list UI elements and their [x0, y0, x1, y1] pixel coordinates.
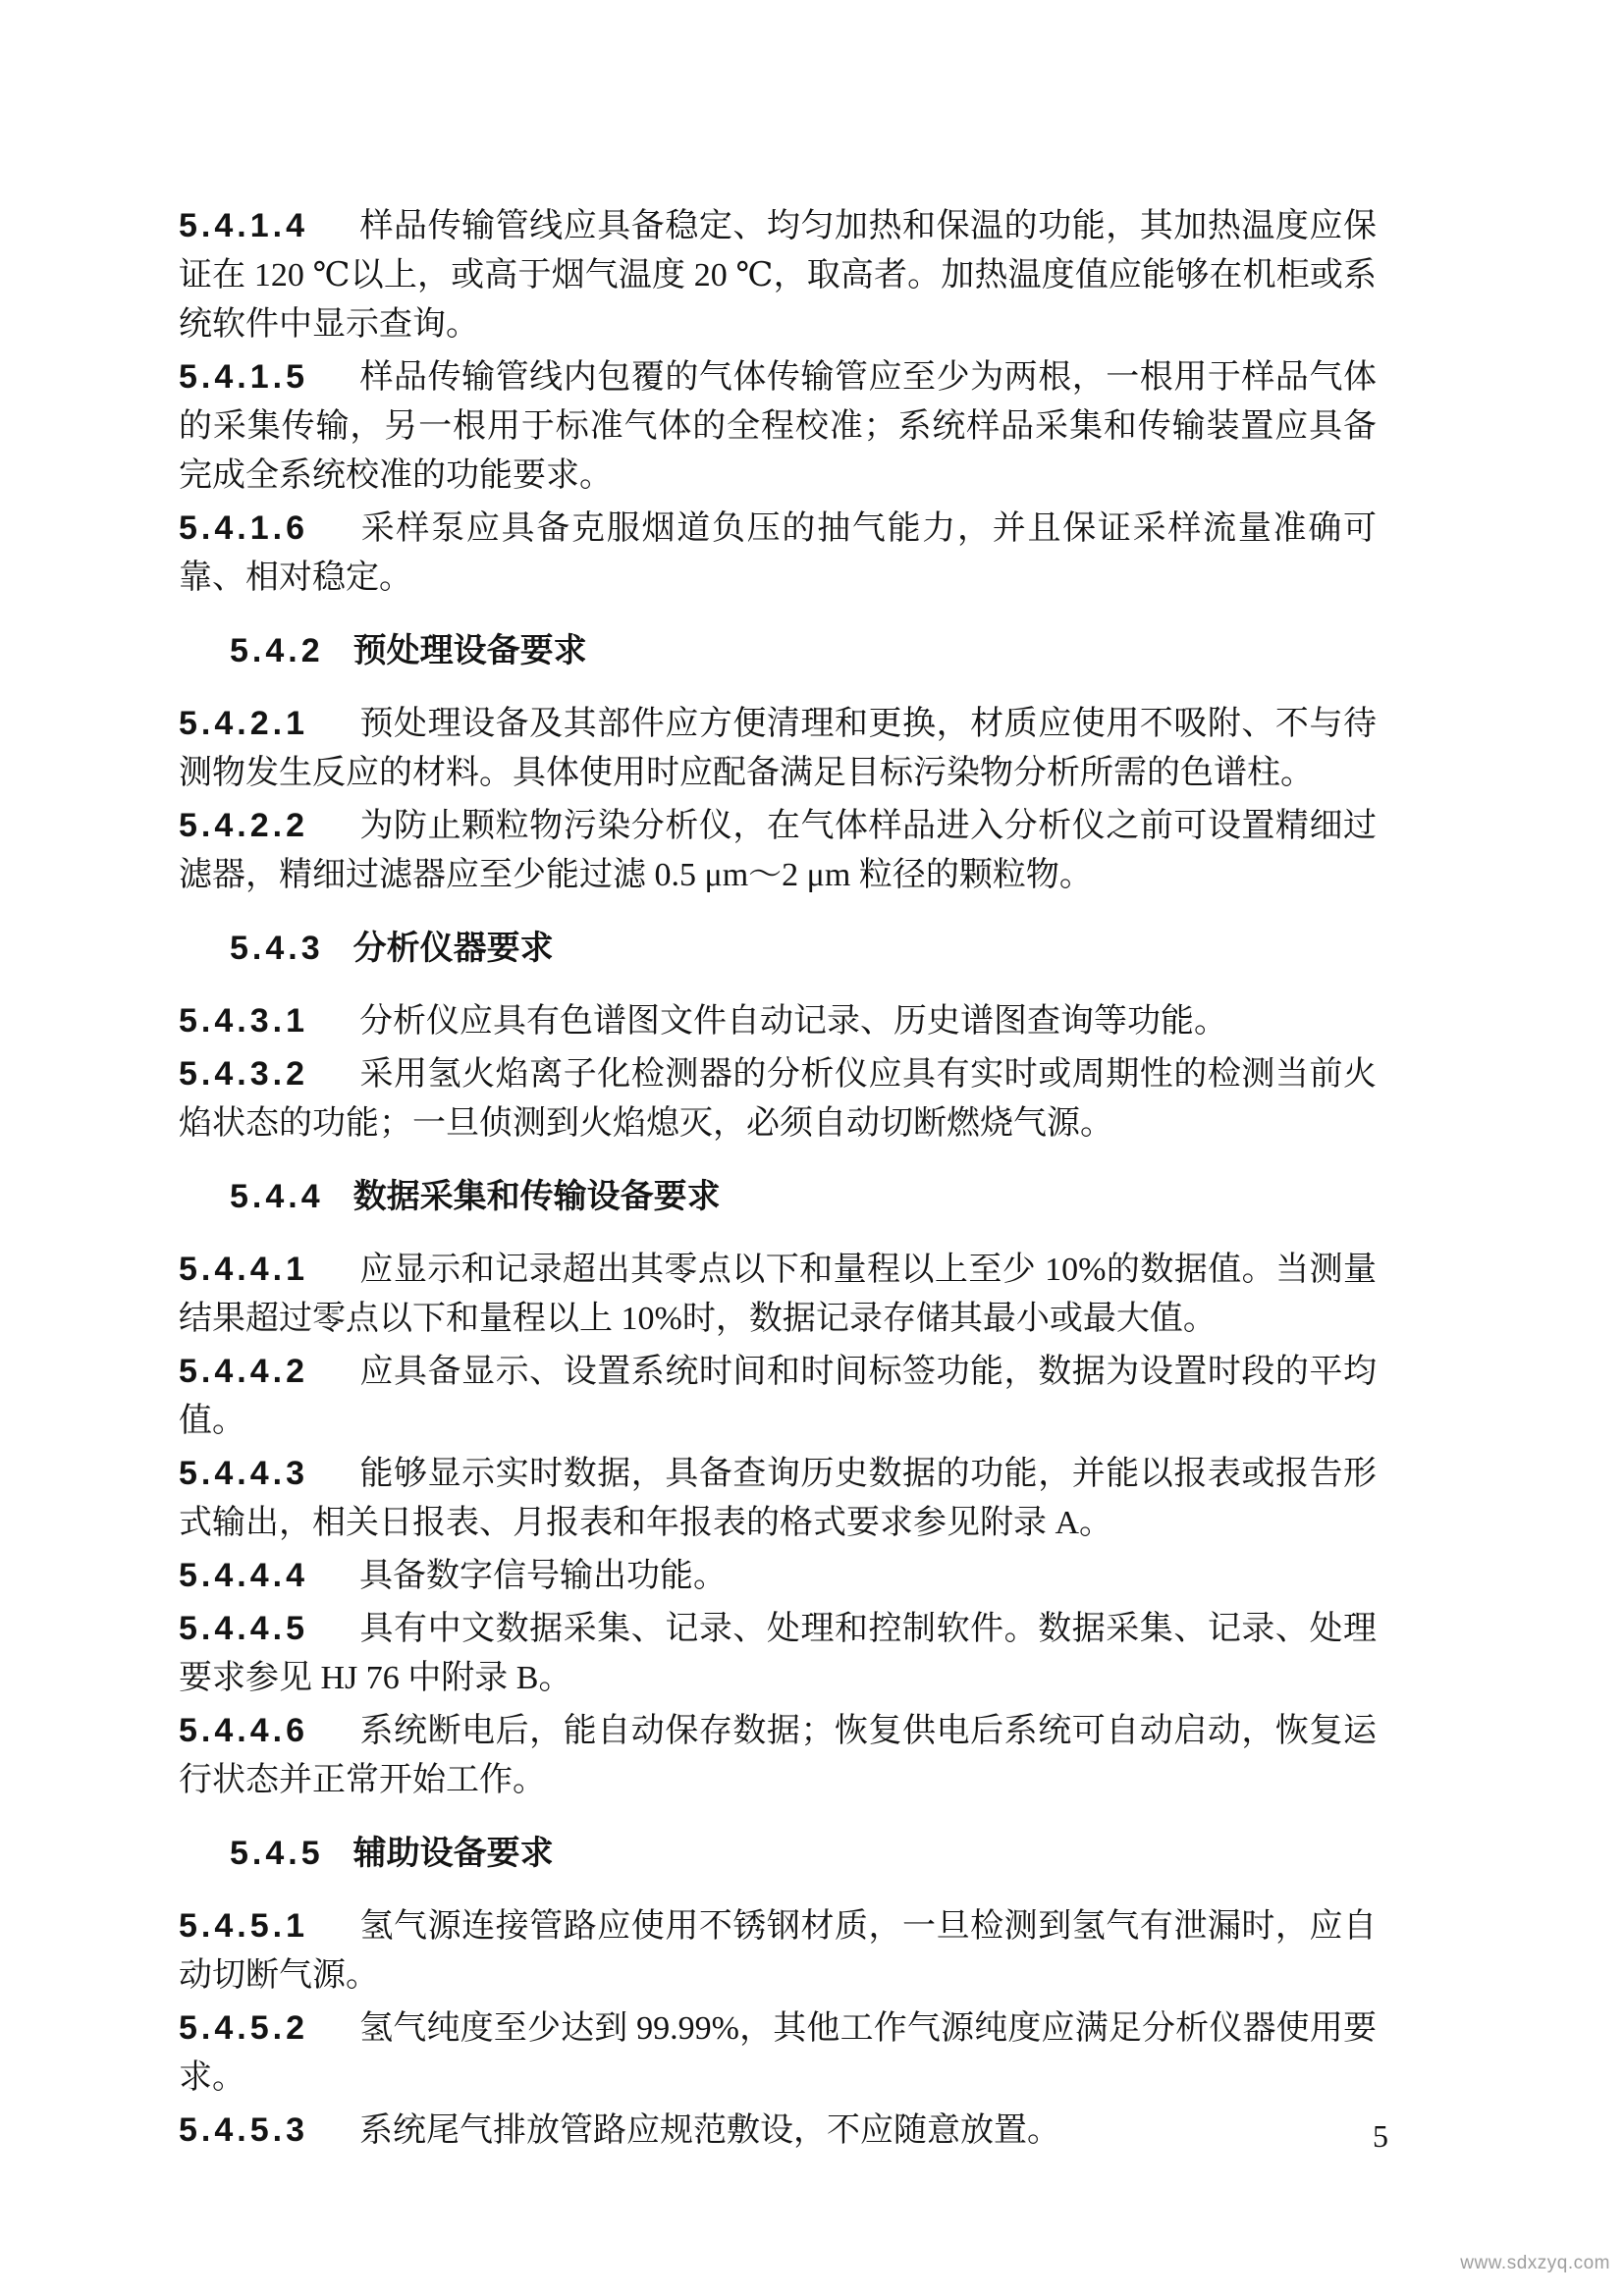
section-heading [230, 924, 1377, 973]
clause-number: 5.4.4.5 [179, 1610, 308, 1647]
document-body [179, 201, 1377, 2159]
clause-text: 采样泵应具备克服烟道负压的抽气能力，并且保证采样流量准确可靠、相对稳定。 [179, 510, 1377, 596]
clause-paragraph [179, 801, 1377, 900]
section-title: 预处理设备要求 [352, 632, 587, 669]
section-heading [230, 1829, 1377, 1878]
watermark-text: www.sdxzyq.com [1460, 2253, 1610, 2273]
clause-number: 5.4.4.6 [179, 1712, 308, 1749]
section-heading [230, 626, 1377, 675]
clause-number: 5.4.4.2 [179, 1353, 308, 1390]
clause-paragraph [179, 996, 1377, 1046]
clause-text: 样品传输管线内包覆的气体传输管应至少为两根，一根用于样品气体的采集传输，另一根用于标准气体的全程校准；系统样品采集和传输装置应具备完成全系统校准的功能要求。 [179, 359, 1377, 494]
section-title: 辅助设备要求 [352, 1835, 554, 1872]
section-number: 5.4.5 [230, 1835, 324, 1872]
clause-number: 5.4.4.4 [179, 1557, 308, 1594]
clause-text: 应具备显示、设置系统时间和时间标签功能，数据为设置时段的平均值。 [179, 1354, 1377, 1439]
clause-number: 5.4.1.4 [179, 207, 308, 244]
clause-paragraph [179, 1706, 1377, 1805]
clause-paragraph [179, 2003, 1377, 2103]
clause-text: 预处理设备及其部件应方便清理和更换，材质应使用不吸附、不与待测物发生反应的材料。具体使用时应配备满足目标污染物分析所需的色谱柱。 [179, 706, 1377, 791]
clause-paragraph [179, 2106, 1377, 2156]
clause-text: 具有中文数据采集、记录、处理和控制软件。数据采集、记录、处理要求参见 HJ 76 中附录 B。 [179, 1611, 1377, 1696]
clause-paragraph [179, 1347, 1377, 1446]
clause-text: 为防止颗粒物污染分析仪，在气体样品进入分析仪之前可设置精细过滤器，精细过滤器应至少能过滤 0.5 μm～2 μm 粒径的颗粒物。 [179, 808, 1377, 893]
clause-text: 能够显示实时数据，具备查询历史数据的功能，并能以报表或报告形式输出，相关日报表、月报表和年报表的格式要求参见附录 A。 [179, 1456, 1377, 1541]
clause-paragraph [179, 1245, 1377, 1344]
clause-paragraph [179, 1049, 1377, 1148]
clause-text: 采用氢火焰离子化检测器的分析仪应具有实时或周期性的检测当前火焰状态的功能；一旦侦测到火焰熄灭，必须自动切断燃烧气源。 [179, 1056, 1377, 1142]
clause-number: 5.4.3.1 [179, 1002, 308, 1040]
section-number: 5.4.2 [230, 632, 324, 669]
clause-number: 5.4.2.2 [179, 807, 308, 844]
section-number: 5.4.3 [230, 930, 324, 967]
clause-number: 5.4.3.2 [179, 1055, 308, 1093]
clause-number: 5.4.4.1 [179, 1251, 308, 1288]
clause-paragraph [179, 1604, 1377, 1703]
page-number: 5 [1373, 2118, 1388, 2154]
clause-number: 5.4.5.1 [179, 1907, 308, 1945]
clause-number: 5.4.2.1 [179, 705, 308, 742]
section-title: 分析仪器要求 [352, 930, 554, 967]
clause-paragraph [179, 352, 1377, 501]
clause-paragraph [179, 699, 1377, 798]
clause-number: 5.4.4.3 [179, 1455, 308, 1492]
clause-text: 系统断电后，能自动保存数据；恢复供电后系统可自动启动，恢复运行状态并正常开始工作。 [179, 1713, 1377, 1798]
clause-text: 具备数字信号输出功能。 [358, 1558, 727, 1594]
clause-number: 5.4.1.6 [179, 509, 308, 547]
clause-paragraph [179, 504, 1377, 603]
clause-paragraph [179, 1449, 1377, 1548]
clause-text: 分析仪应具有色谱图文件自动记录、历史谱图查询等功能。 [358, 1003, 1227, 1040]
clause-text: 氢气源连接管路应使用不锈钢材质，一旦检测到氢气有泄漏时，应自动切断气源。 [179, 1908, 1377, 1994]
clause-paragraph [179, 1551, 1377, 1601]
section-number: 5.4.4 [230, 1178, 324, 1215]
clause-number: 5.4.5.3 [179, 2111, 308, 2149]
section-heading [230, 1172, 1377, 1221]
clause-number: 5.4.1.5 [179, 358, 308, 396]
clause-paragraph [179, 1901, 1377, 2001]
clause-text: 应显示和记录超出其零点以下和量程以上至少 10%的数据值。当测量结果超过零点以下和量程以上 10%时，数据记录存储其最小或最大值。 [179, 1252, 1377, 1337]
clause-text: 样品传输管线应具备稳定、均匀加热和保温的功能，其加热温度应保证在 120 ℃以上，或高于烟气温度 20 ℃，取高者。加热温度值应能够在机柜或系统软件中显示查询。 [179, 208, 1377, 343]
clause-number: 5.4.5.2 [179, 2009, 308, 2047]
section-title: 数据采集和传输设备要求 [352, 1178, 721, 1215]
clause-text: 氢气纯度至少达到 99.99%，其他工作气源纯度应满足分析仪器使用要求。 [179, 2010, 1377, 2096]
clause-paragraph [179, 201, 1377, 349]
clause-text: 系统尾气排放管路应规范敷设，不应随意放置。 [358, 2112, 1060, 2149]
